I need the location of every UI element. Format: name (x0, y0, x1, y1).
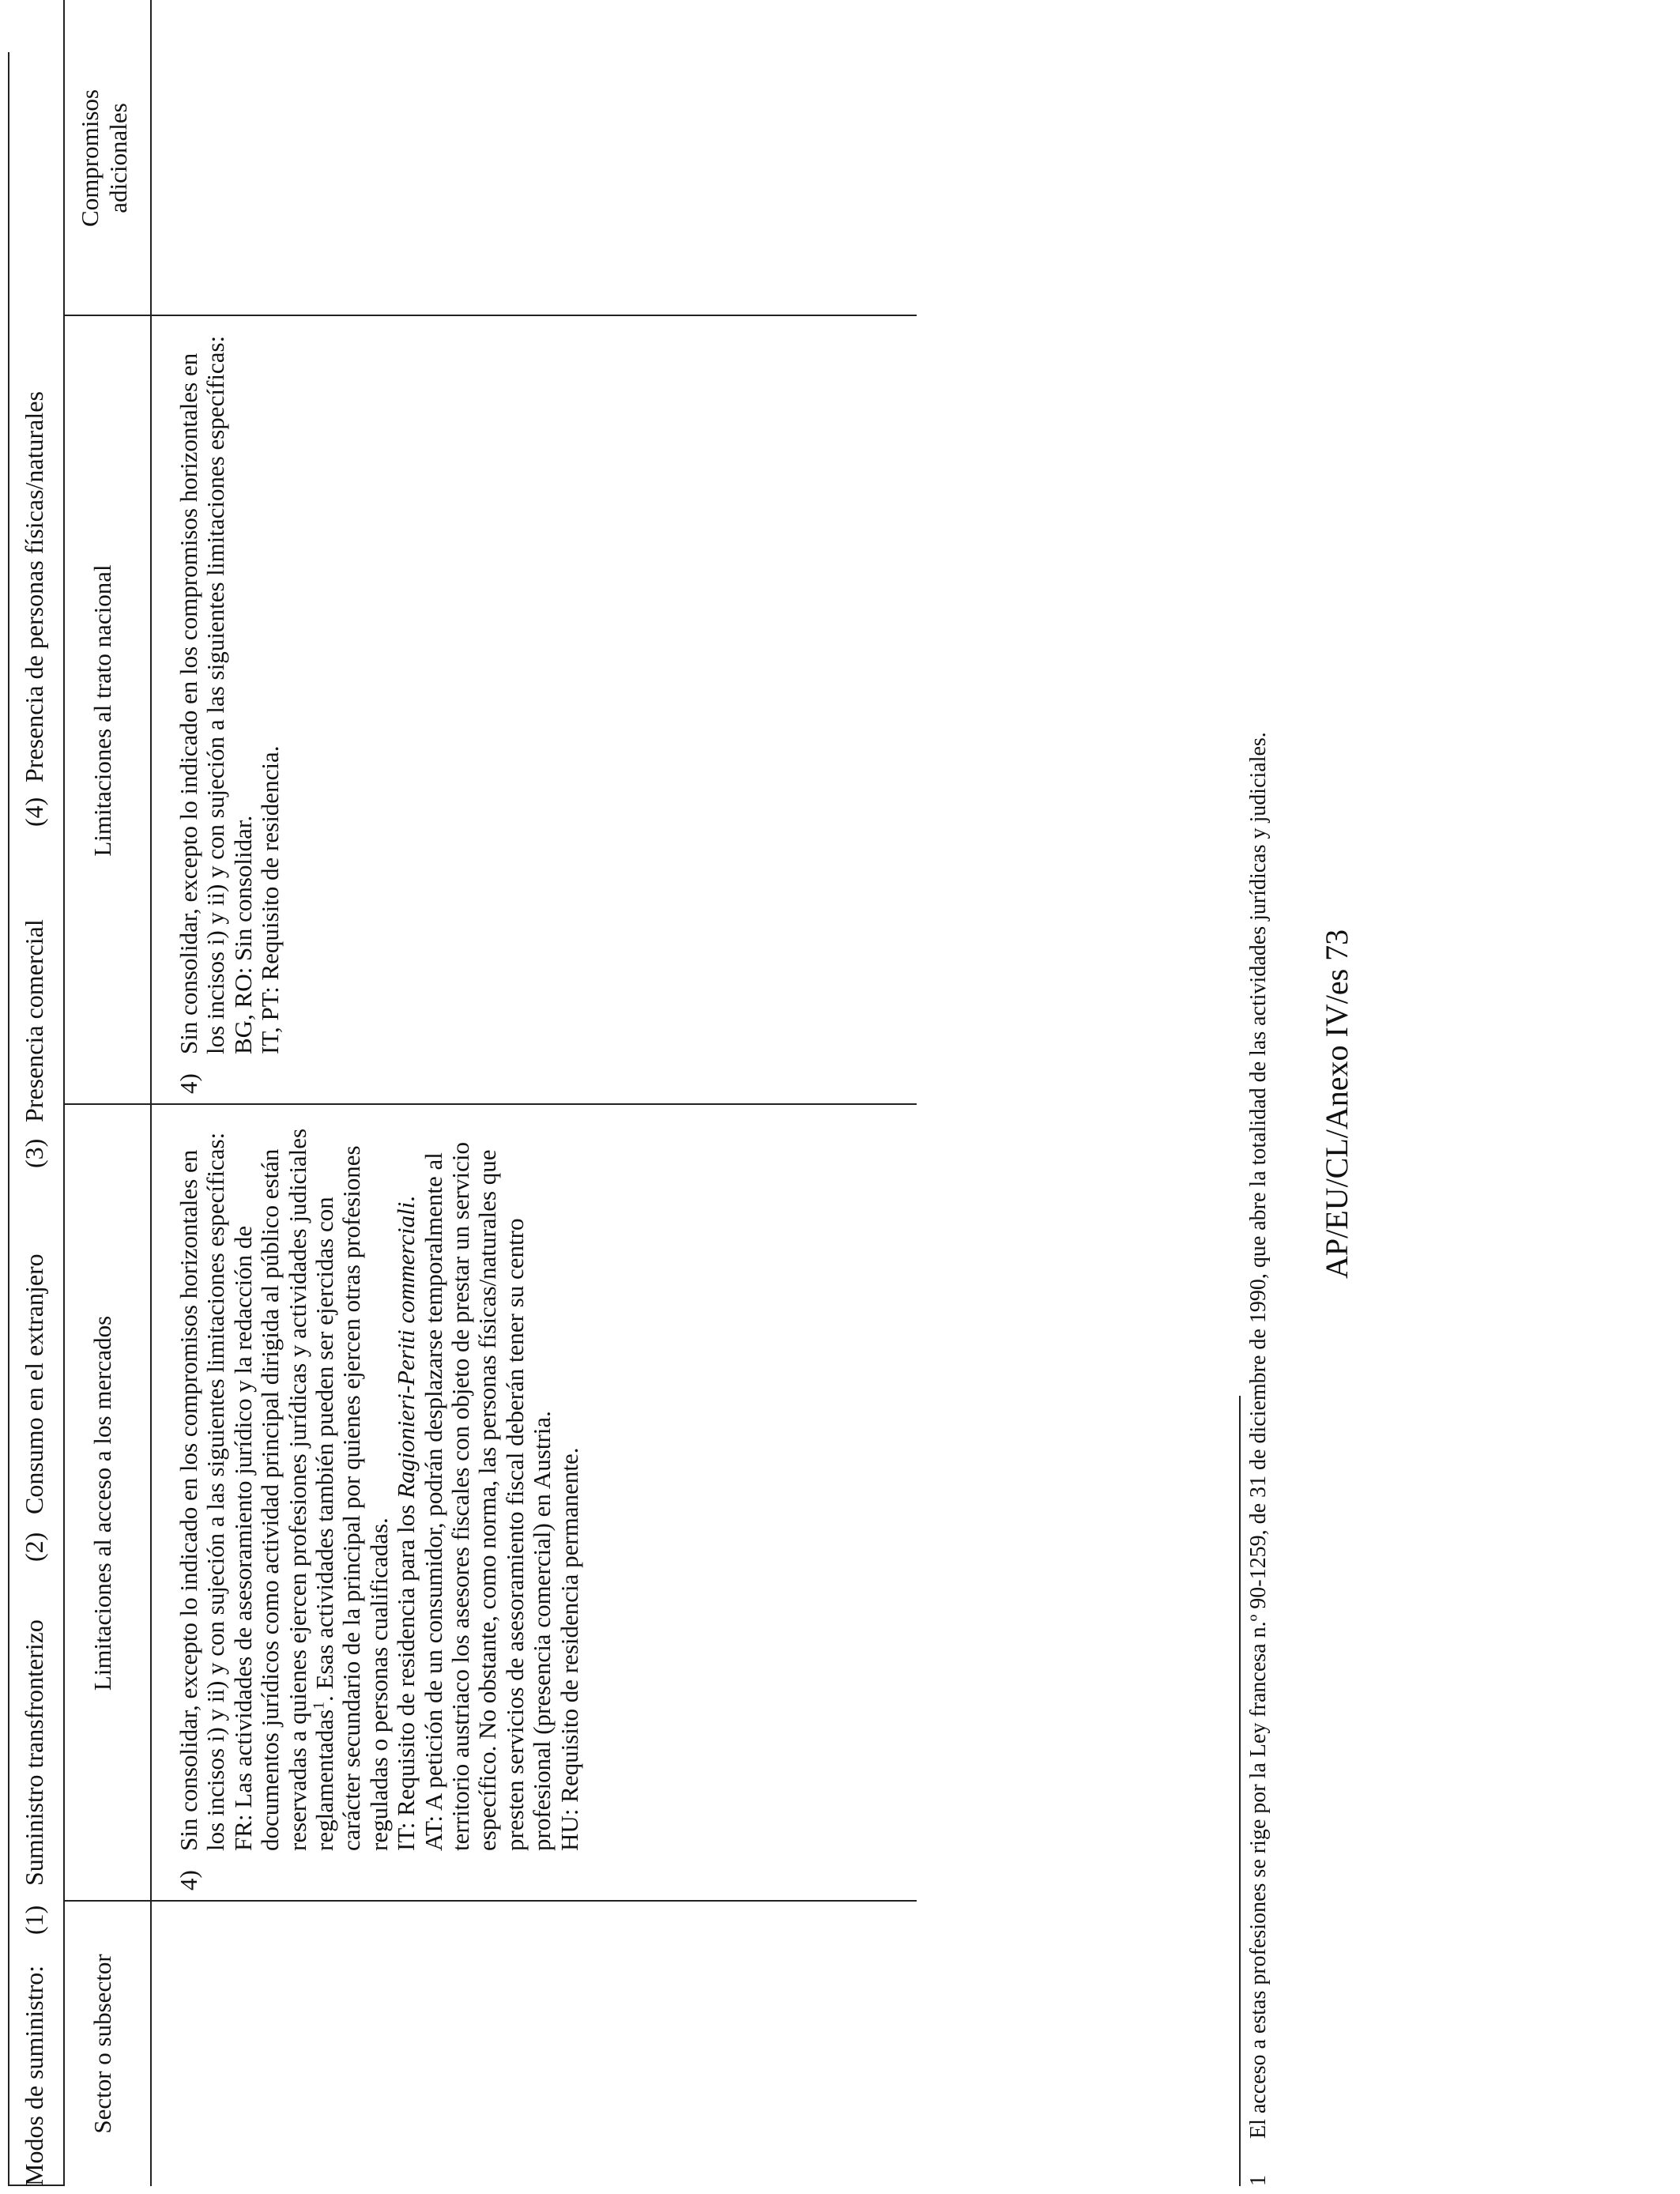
market-access-fr-text: FR: Las actividades de asesoramiento jurídico y la redacción de documentos jurídicos como actividad principal dirigida al público están reservadas a quienes ejercen profesiones jurídicas y actividades judiciales reglamentadas (228, 1128, 339, 1851)
table-top-rule (8, 52, 9, 2186)
footnote-text: El acceso a estas profesiones se rige por la Ley francesa n.º 90-1259, de 31 de diciembre de 1990, que abre la totalidad de las actividades jurídicas y judiciales. (1246, 732, 1271, 2139)
header-sector-text: Sector o subsector (89, 1954, 116, 2134)
mode2-number: (2) (20, 1532, 48, 1562)
market-access-it (393, 1116, 420, 1851)
col-divider-3 (63, 315, 917, 316)
header-additional-line2: adicionales (104, 103, 132, 213)
market-access-it-italic: Ragionieri-Periti commerciali (392, 1201, 420, 1498)
mode3-label: Presencia comercial (20, 919, 48, 1122)
market-access-fr-text-end: . Esas actividades también pueden ser ejercidas con carácter secundario de la principal por quienes ejercen otras profesiones reguladas o personas cualificadas. (311, 1145, 393, 1851)
footnote-rule (1239, 1396, 1241, 2186)
header-additional-commitments (76, 0, 133, 316)
mode4-number: (4) (20, 797, 48, 827)
table-bottom-rule (150, 0, 152, 2186)
market-access-it-end: . (392, 1196, 420, 1202)
header-market-access (89, 1105, 117, 1902)
header-national-treatment (89, 316, 117, 1105)
national-treatment-it-pt: IT, PT: Requisito de residencia. (256, 745, 284, 1054)
footnote-marker: 1 (1246, 2175, 1271, 2186)
market-access-mode-number: 4) (175, 1870, 202, 1891)
national-treatment-bg-ro: BG, RO: Sin consolidar. (228, 815, 257, 1054)
market-access-hu: HU: Requisito de residencia permanente. (555, 1447, 583, 1851)
mode1-label: Suministro transfronterizo (20, 1619, 48, 1886)
modes-label: Modos de suministro: (20, 1965, 48, 2186)
market-access-it-text: IT: Requisito de residencia para los (392, 1498, 420, 1851)
market-access-fr (230, 1116, 393, 1851)
market-access-cell (175, 1116, 918, 1891)
col-divider-2 (63, 1103, 917, 1105)
header-market-access-text: Limitaciones al acceso a los mercados (89, 1315, 116, 1691)
mode4-label: Presencia de personas físicas/naturales (20, 391, 48, 782)
modes-of-supply-row (16, 5, 52, 2186)
mode3-number: (3) (20, 1138, 48, 1168)
national-treatment-cell (175, 327, 650, 1094)
footnote (1245, 732, 1272, 2186)
national-treatment-general: Sin consolidar, excepto lo indicado en los compromisos horizontales en los incisos i) y ii) y con sujeción a las siguientes limitaciones específicas: (175, 335, 230, 1054)
mode2-label: Consumo en el extranjero (20, 1253, 48, 1514)
header-additional-line1: Compromisos (76, 89, 104, 227)
national-treatment-mode-number: 4) (175, 1073, 202, 1094)
header-sector (89, 1902, 117, 2186)
page-identifier-text: AP/EU/CL/Anexo IV/es 73 (1319, 929, 1354, 1279)
market-access-general: Sin consolidar, excepto lo indicado en los compromisos horizontales en los incisos i) y ii) y con sujeción a las siguientes limitaciones específicas: (175, 1132, 230, 1851)
header-bottom-rule (63, 0, 65, 2186)
page-identifier (1320, 929, 1354, 1279)
mode1-number: (1) (20, 1905, 48, 1935)
header-national-treatment-text: Limitaciones al trato nacional (89, 564, 116, 857)
col-divider-1 (63, 1900, 917, 1902)
market-access-at: AT: A petición de un consumidor, podrán desplazarse temporalmente al territorio austriaco los asesores fiscales con objeto de prestar un servicio específico. No obstante, como norma, las personas físicas/naturales que presten servicios de asesoramiento fiscal deberán tener su centro profesional (presencia comercial) en Austria. (419, 1142, 556, 1851)
footnote-reference: 1 (310, 1701, 328, 1710)
